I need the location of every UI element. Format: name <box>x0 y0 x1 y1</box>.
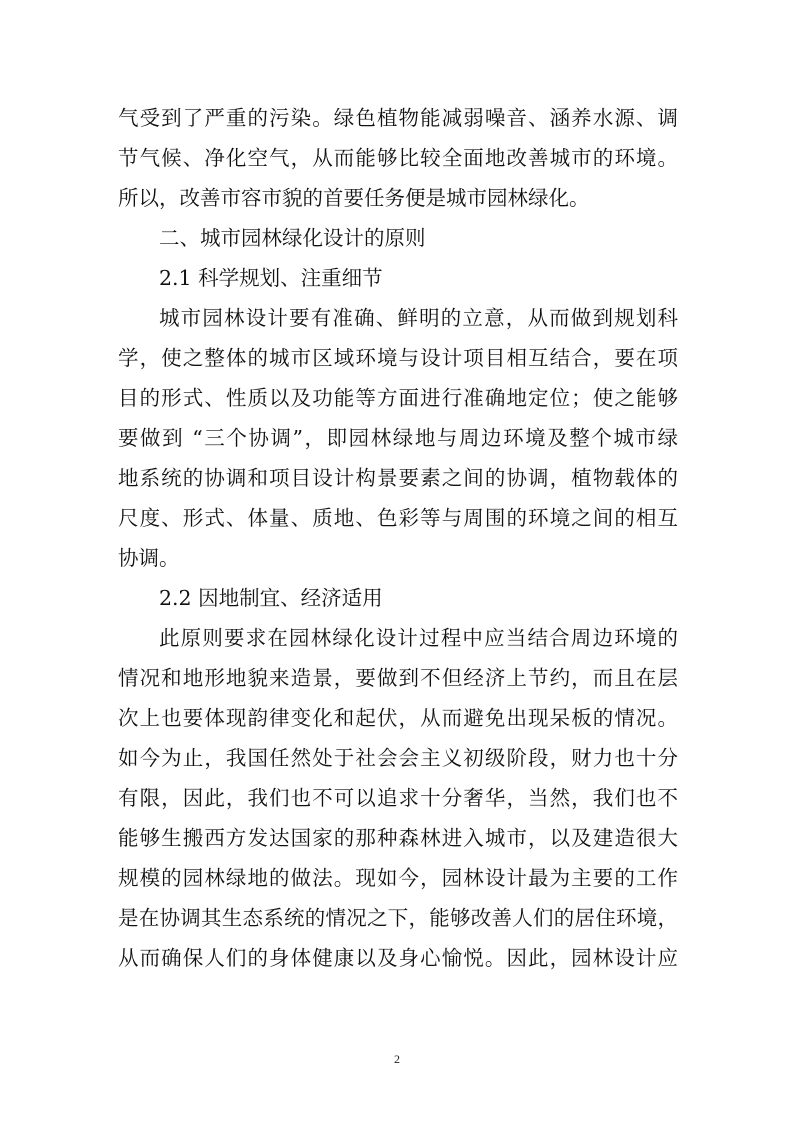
text-line: 城市园林设计要有准确、鲜明的立意，从而做到规划科 <box>159 306 678 330</box>
text-line: 规模的园林绿地的做法。现如今，园林设计最为主要的工作 <box>118 866 678 890</box>
text-line: 如今为止，我国任然处于社会会主义初级阶段，财力也十分 <box>118 746 678 770</box>
text-line: 此原则要求在园林绿化设计过程中应当结合周边环境的 <box>159 626 678 650</box>
text-line: 是在协调其生态系统的情况之下，能够改善人们的居住环境， <box>118 906 678 930</box>
text-line: 协调。 <box>118 546 180 570</box>
text-line: 次上也要体现韵律变化和起伏，从而避免出现呆板的情况。 <box>118 706 678 730</box>
text-line: 情况和地形地貌来造景，要做到不但经济上节约，而且在层 <box>118 666 678 690</box>
text-line: 气受到了严重的污染。绿色植物能减弱噪音、涵养水源、调 <box>118 106 678 130</box>
page-number: 2 <box>394 1052 400 1066</box>
text-line: 2.2 因地制宜、经济适用 <box>159 586 383 610</box>
text-line: 从而确保人们的身体健康以及身心愉悦。因此，园林设计应 <box>118 946 678 970</box>
text-line: 尺度、形式、体量、质地、色彩等与周围的环境之间的相互 <box>118 506 678 530</box>
text-line: 地系统的协调和项目设计构景要素之间的协调，植物载体的 <box>118 466 678 490</box>
text-line: 要做到 “三个协调”，即园林绿地与周边环境及整个城市绿 <box>118 426 678 450</box>
text-line: 节气候、净化空气，从而能够比较全面地改善城市的环境。 <box>118 146 678 170</box>
text-line: 目的形式、性质以及功能等方面进行准确地定位；使之能够 <box>118 386 678 410</box>
text-line: 2.1 科学规划、注重细节 <box>159 266 383 290</box>
text-line: 学，使之整体的城市区域环境与设计项目相互结合，要在项 <box>118 346 678 370</box>
text-line: 二、城市园林绿化设计的原则 <box>159 226 426 250</box>
text-line: 所以，改善市容市貌的首要任务便是城市园林绿化。 <box>118 186 590 210</box>
body-text <box>118 98 678 978</box>
text-line: 有限，因此，我们也不可以追求十分奢华，当然，我们也不 <box>118 786 678 810</box>
text-line: 能够生搬西方发达国家的那种森林进入城市，以及建造很大 <box>118 826 678 850</box>
